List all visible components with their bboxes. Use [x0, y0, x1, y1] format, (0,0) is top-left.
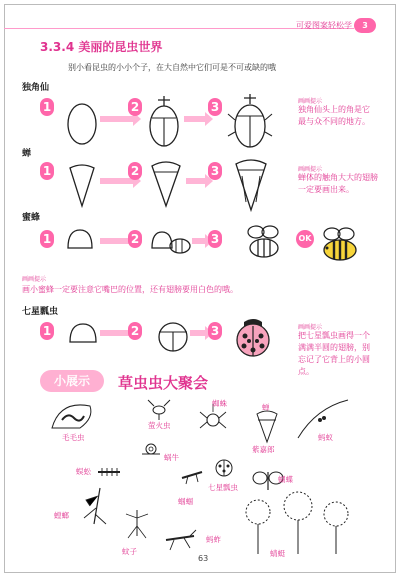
gallery-label: 七星瓢虫	[208, 483, 238, 492]
mantis-drawing	[80, 486, 110, 526]
section-intro: 别小看昆虫的小小个子，在大自然中它们可是不可或缺的哦	[68, 63, 276, 72]
gallery-label: 萤火虫	[148, 421, 171, 430]
step-arrow	[184, 116, 206, 122]
cicada-small-drawing	[254, 408, 280, 444]
tip-label: 画画提示	[298, 98, 323, 105]
gallery-label: 蝈蝈	[178, 497, 193, 506]
bee-step3-drawing	[244, 224, 284, 260]
gallery-label: 蚂蚁	[318, 433, 333, 442]
step-3-badge: 3	[208, 162, 222, 180]
step-arrow	[192, 238, 206, 244]
mosquito-drawing	[124, 508, 150, 542]
gallery-label: 蚊子	[122, 547, 137, 556]
gallery-label: 紫嘉郎	[252, 445, 275, 454]
tip-label: 画画提示	[22, 276, 47, 283]
katydid-drawing	[180, 464, 204, 484]
ladybug-step3-drawing	[232, 316, 274, 358]
gallery-label: 蝴蝶	[278, 475, 293, 484]
insect-name-bee: 蜜蜂	[22, 213, 41, 223]
insect-name-ladybug: 七星瓢虫	[22, 307, 59, 317]
bee-final-drawing	[318, 224, 364, 264]
page-number: 63	[198, 554, 209, 563]
section-title: 3.3.4 美丽的昆虫世界	[40, 40, 163, 54]
gallery-label: 蜘蛛	[212, 399, 227, 408]
centipede-drawing	[96, 462, 122, 484]
step-2-badge: 2	[128, 162, 142, 180]
ladybug-step2-drawing	[156, 318, 190, 352]
step-arrow	[190, 330, 206, 336]
cicada-step2-drawing	[148, 158, 184, 210]
snail-drawing	[140, 440, 162, 456]
ladybug-small-drawing	[214, 458, 234, 478]
tip-label: 画画提示	[298, 324, 323, 331]
firefly-drawing	[146, 398, 172, 420]
step-3-badge: 3	[208, 322, 222, 340]
showcase-banner: 小展示	[40, 370, 104, 392]
insect-name-cicada: 蝉	[22, 149, 32, 159]
beetle-step2-drawing	[146, 92, 182, 150]
chapter-badge: 3	[354, 18, 376, 33]
dragonflies-and-flowers-drawing	[240, 490, 360, 554]
gallery-label: 螳螂	[54, 511, 69, 520]
step-1-badge: 1	[40, 230, 54, 248]
step-3-badge: 3	[208, 98, 222, 116]
gallery-label: 蜻蜓	[270, 549, 285, 558]
beetle-tip: 独角仙头上的角是它最与众不同的地方。	[298, 105, 370, 126]
cicada-step1-drawing	[66, 160, 98, 210]
step-arrow	[100, 178, 134, 184]
step-1-badge: 1	[40, 162, 54, 180]
gallery-label: 毛毛虫	[62, 433, 85, 442]
step-3-badge: 3	[208, 230, 222, 248]
gallery-label: 蚂蚱	[206, 535, 221, 544]
ladybug-step1-drawing	[68, 320, 98, 346]
cicada-step3-drawing	[230, 156, 272, 214]
bee-step1-drawing	[64, 226, 94, 252]
gallery-label: 蝉	[262, 403, 270, 412]
grasshopper-drawing	[164, 528, 198, 550]
tip-label: 画画提示	[298, 166, 323, 173]
step-1-badge: 1	[40, 98, 54, 116]
insect-name-beetle: 独角仙	[22, 83, 50, 93]
cicada-tip: 蝉体的触角大大的翅膀一定要画出来。	[298, 173, 378, 194]
beetle-step1-drawing	[64, 94, 100, 150]
gallery-label: 蜈蚣	[76, 467, 91, 476]
ladybug-tip: 把七星瓢虫画得一个满满半圆的翅膀，别忘记了它背上的小圆点。	[298, 331, 370, 376]
bee-step2-drawing	[150, 226, 192, 258]
step-1-badge: 1	[40, 322, 54, 340]
beetle-step3-drawing	[228, 90, 272, 152]
step-arrow	[186, 178, 206, 184]
step-2-badge: 2	[128, 322, 142, 340]
step-ok-badge: OK	[296, 230, 314, 248]
header-text: 可爱图案轻松学	[296, 21, 352, 30]
spider-drawing	[200, 404, 226, 438]
step-2-badge: 2	[128, 230, 142, 248]
step-arrow	[100, 116, 134, 122]
caterpillar-drawing	[50, 398, 96, 432]
gallery-label: 蜗牛	[164, 453, 179, 462]
step-2-badge: 2	[128, 98, 142, 116]
showcase-title: 草虫虫大聚会	[118, 374, 209, 392]
bee-tip: 画小蜜蜂一定要注意它嘴巴的位置，还有翅膀要用白色的哦。	[22, 285, 238, 294]
